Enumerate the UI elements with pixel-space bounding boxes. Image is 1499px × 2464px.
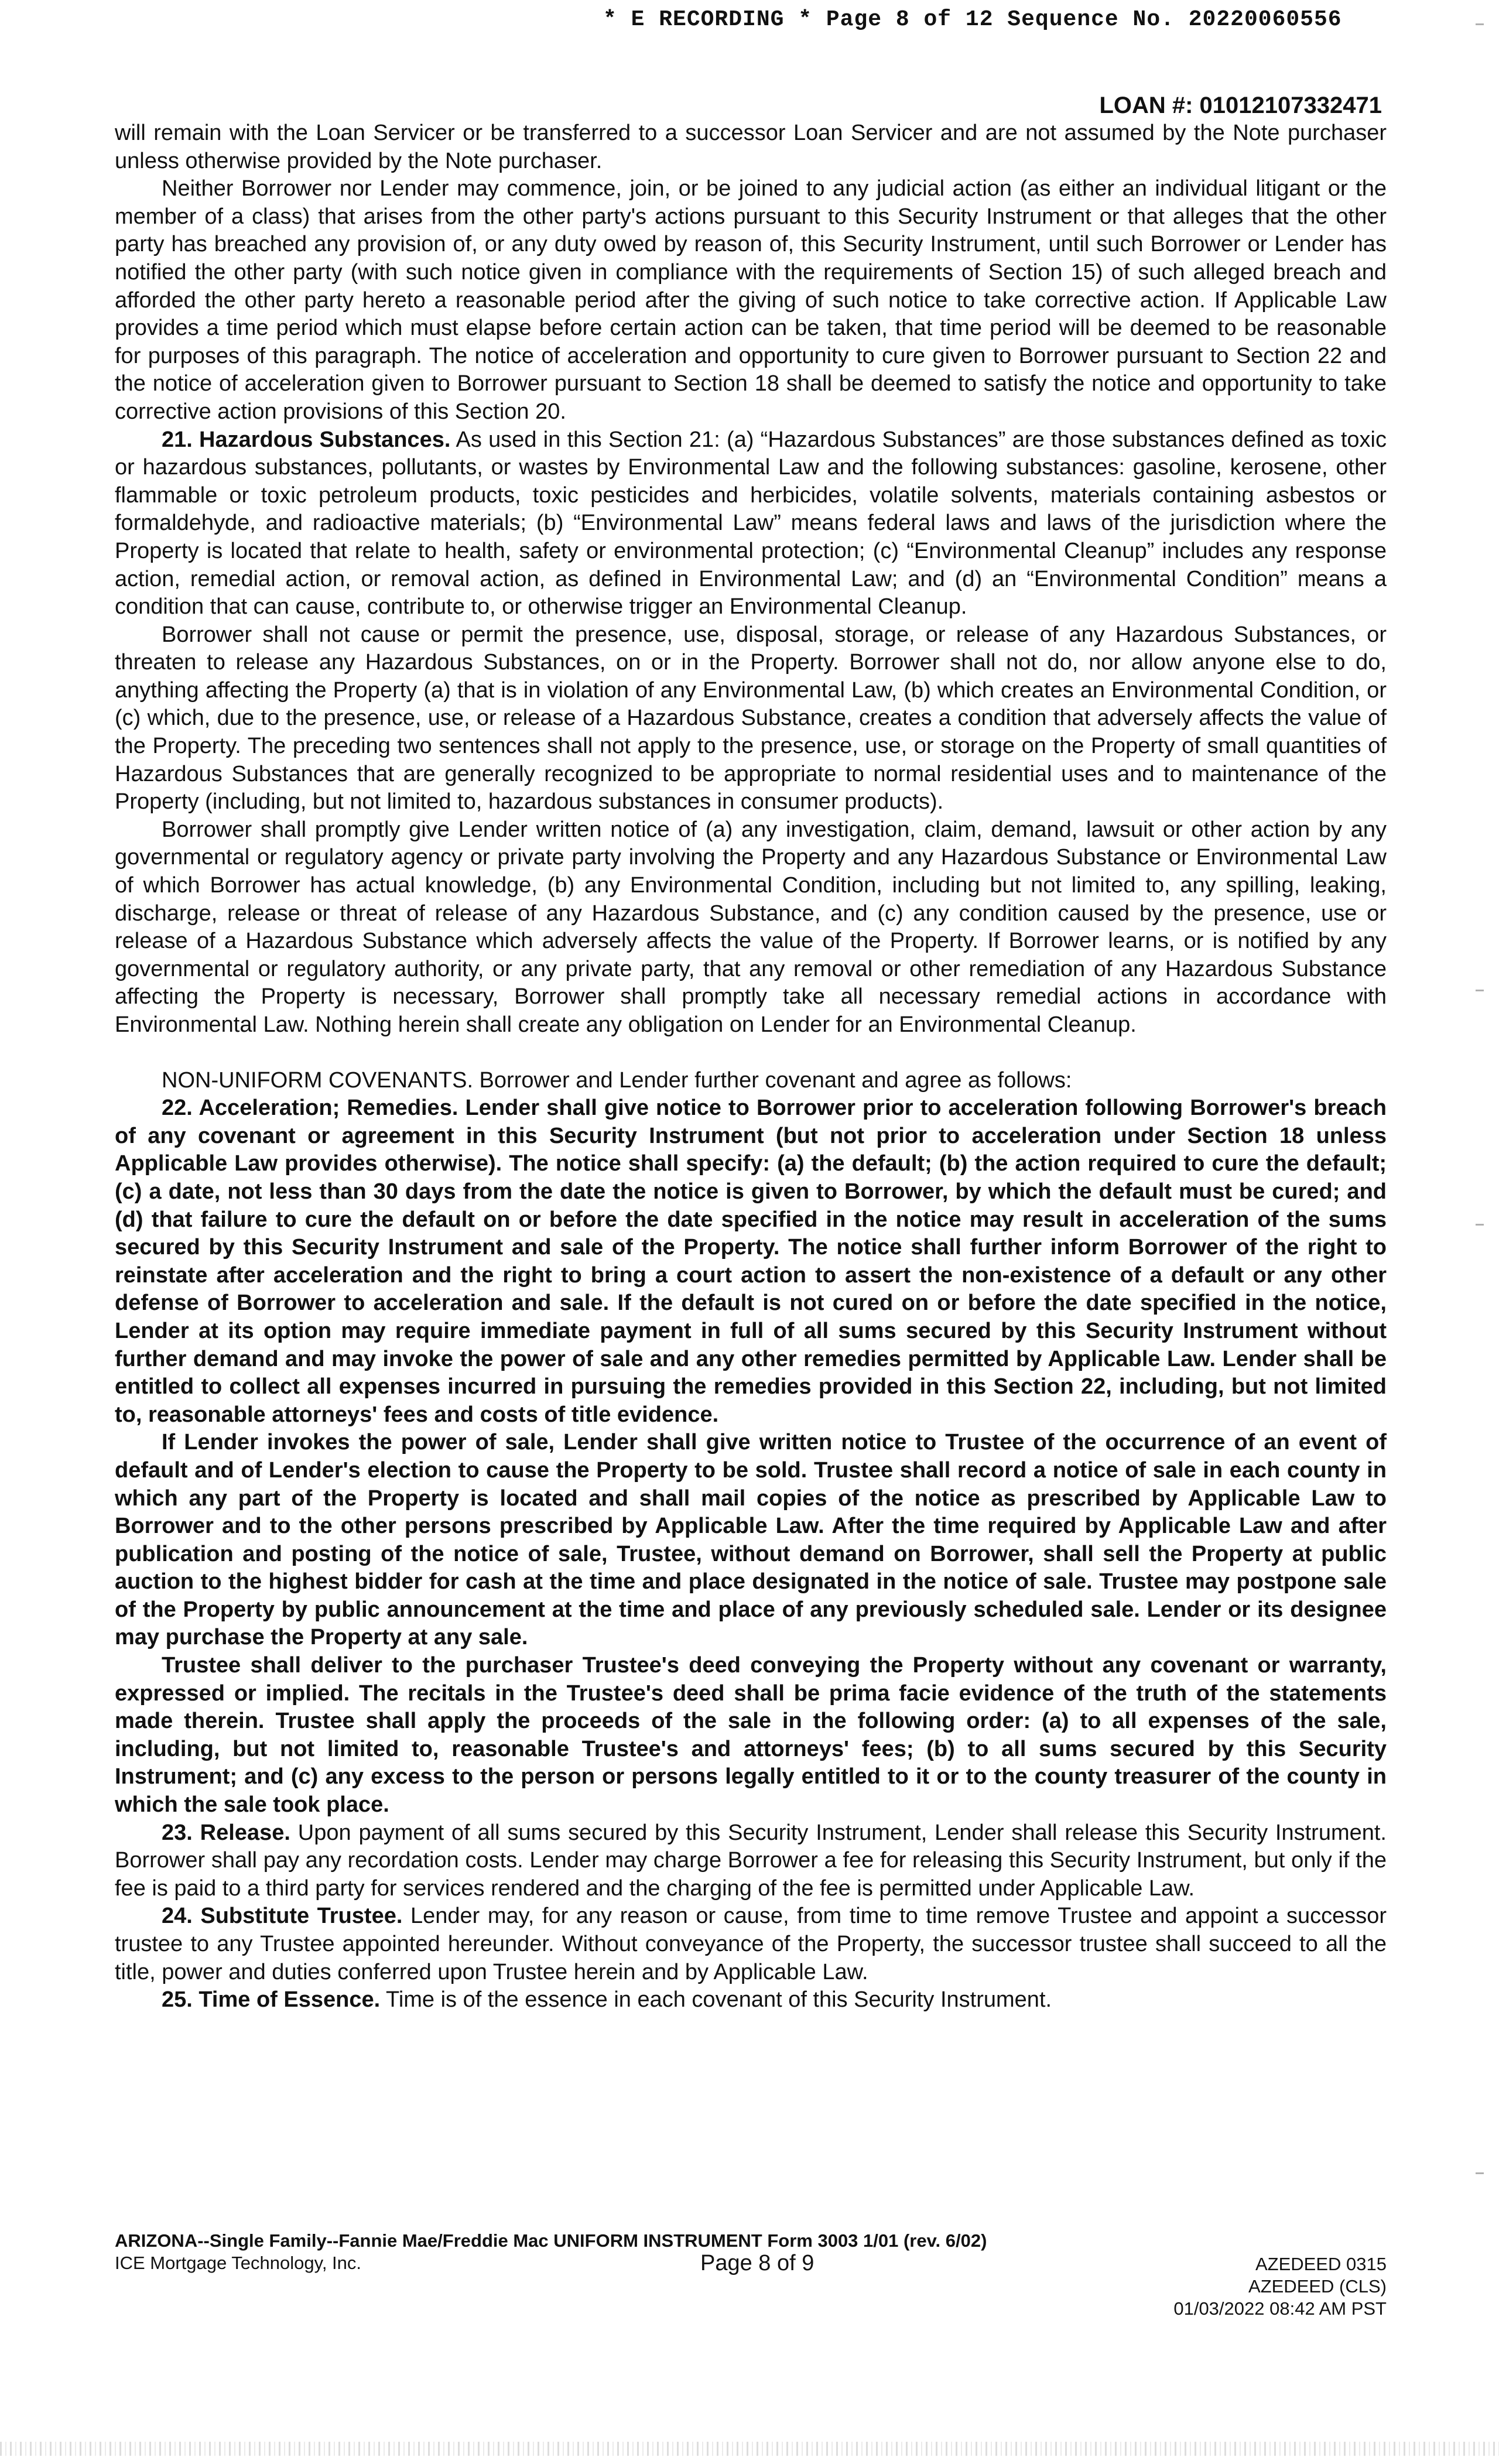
- section-25-time-of-essence: [115, 1986, 1387, 2014]
- scan-margin-mark: [1476, 23, 1484, 25]
- non-uniform-covenants: NON-UNIFORM COVENANTS. Borrower and Lender further covenant and agree as follows:: [162, 1067, 1072, 1093]
- recording-header: * E RECORDING * Page 8 of 12 Sequence No. 20220060556: [603, 7, 1342, 32]
- document-code: AZEDEED 0315: [1255, 2254, 1387, 2274]
- section-23-release: [115, 1819, 1387, 1903]
- page-footer: [115, 2230, 1387, 2323]
- scan-edge-noise: [0, 2442, 1499, 2456]
- section-23-text: Upon payment of all sums secured by this Security Instrument, Lender shall release this Security Instrument. Borrower shall pay any recordation costs. Lender may charge Borrower a fee for releasing this Security Instrument, but only if the fee is paid to a third party for services rendered and the charging of the fee is permitted under Applicable Law.: [115, 1820, 1387, 1901]
- loan-number: LOAN #: 01012107332471: [1099, 93, 1382, 118]
- print-timestamp: 01/03/2022 08:42 AM PST: [1173, 2298, 1387, 2319]
- document-body: [115, 119, 1387, 2014]
- page-number: Page 8 of 9: [700, 2251, 814, 2275]
- form-title: ARIZONA--Single Family--Fannie Mae/Freddie Mac UNIFORM INSTRUMENT Form 3003 1/01 (rev. 6/02): [115, 2230, 987, 2251]
- paragraph-trustee-deed: Trustee shall deliver to the purchaser Trustee's deed conveying the Property without any covenant or warranty, expressed or implied. The recitals in the Trustee's deed shall be prima facie evidence of the truth of the statements made therein. Trustee shall apply the proceeds of the sale in the following order: (a) to all expenses of the sale, including, but not limited to, reasonable Trustee's and attorneys' fees; (b) to all sums secured by this Security Instrument; and (c) any excess to the person or persons legally entitled to it or to the county treasurer of the county in which the sale took place.: [115, 1653, 1387, 1818]
- paragraph-loan-servicer: will remain with the Loan Servicer or be transferred to a successor Loan Servicer and are not assumed by the Note purchaser unless otherwise provided by the Note purchaser.: [115, 121, 1387, 173]
- document-codes: [1173, 2253, 1387, 2320]
- paragraph-hazardous-notice: Borrower shall promptly give Lender written notice of (a) any investigation, claim, demand, lawsuit or other action by any governmental or regulatory agency or private party involving the Property and any Hazardous Substance or Environmental Law of which Borrower has actual knowledge, (b) any Environmental Condition, including but not limited to, any spilling, leaking, discharge, release or threat of release of any Hazardous Substance, and (c) any condition caused by the presence, use or release of a Hazardous Substance which adversely affects the value of the Property. If Borrower learns, or is notified by any governmental or regulatory authority, or any private party, that any removal or other remediation of any Hazardous Substance affecting the Property is necessary, Borrower shall promptly take all necessary remedial actions in accordance with Environmental Law. Nothing herein shall create any obligation on Lender for an Environmental Cleanup.: [115, 817, 1387, 1037]
- paragraph-power-of-sale: If Lender invokes the power of sale, Lender shall give written notice to Trustee of the occurrence of an event of default and of Lender's election to cause the Property to be sold. Trustee shall record a notice of sale in each county in which any part of the Property is located and shall mail copies of the notice as prescribed by Applicable Law to Borrower and to the other persons prescribed by Applicable Law. After the time required by Applicable Law and after publication and posting of the notice of sale, Trustee, without demand on Borrower, shall sell the Property at public auction to the highest bidder for cash at the time and place designated in the notice of sale. Trustee may postpone sale of the Property by public announcement at the time and place of any previously scheduled sale. Lender or its designee may purchase the Property at any sale.: [115, 1430, 1387, 1650]
- section-22-acceleration-remedies: 22. Acceleration; Remedies. Lender shall give notice to Borrower prior to acceleration following Borrower's breach of any covenant or agreement in this Security Instrument (but not prior to acceleration under Section 18 unless Applicable Law provides otherwise). The notice shall specify: (a) the default; (b) the action required to cure the default; (c) a date, not less than 30 days from the date the notice is given to Borrower, by which the default must be cured; and (d) that failure to cure the default on or before the date specified in the notice may result in acceleration of the sums secured by this Security Instrument and sale of the Property. The notice shall further inform Borrower of the right to reinstate after acceleration and the right to bring a court action to assert the non-existence of a default or any other defense of Borrower to acceleration and sale. If the default is not cured on or before the date specified in the notice, Lender at its option may require immediate payment in full of all sums secured by this Security Instrument without further demand and may invoke the power of sale and any other remedies permitted by Applicable Law. Lender shall be entitled to collect all expenses incurred in pursuing the remedies provided in this Section 22, including, but not limited to, reasonable attorneys' fees and costs of title evidence.: [115, 1096, 1387, 1427]
- section-21-heading: 21. Hazardous Substances.: [162, 427, 451, 452]
- section-24-heading: 24. Substitute Trustee.: [162, 1904, 403, 1929]
- paragraph-hazardous-presence: Borrower shall not cause or permit the presence, use, disposal, storage, or release of any Hazardous Substances, or threaten to release any Hazardous Substances, on or in the Property. Borrower shall not do, nor allow anyone else to do, anything affecting the Property (a) that is in violation of any Environmental Law, (b) which creates an Environmental Condition, or (c) which, due to the presence, use, or release of a Hazardous Substance, creates a condition that adversely affects the value of the Property. The preceding two sentences shall not apply to the presence, use, or storage on the Property of small quantities of Hazardous Substances that are generally recognized to be appropriate to normal residential uses and to maintenance of the Property (including, but not limited to, hazardous substances in consumer products).: [115, 622, 1387, 815]
- section-21-hazardous-substances: [115, 426, 1387, 621]
- vendor-name: ICE Mortgage Technology, Inc.: [115, 2253, 362, 2273]
- scan-margin-mark: [1476, 1224, 1484, 1226]
- document-code-cls: AZEDEED (CLS): [1248, 2276, 1387, 2297]
- scan-margin-mark: [1476, 990, 1484, 991]
- paragraph-notice-of-grievance: Neither Borrower nor Lender may commence, join, or be joined to any judicial action (as either an individual litigant or the member of a class) that arises from the other party's actions pursuant to this Security Instrument or that alleges that the other party has breached any provision of, or any duty owed by reason of, this Security Instrument, until such Borrower or Lender has notified the other party (with such notice given in compliance with the requirements of Section 15) of such alleged breach and afforded the other party hereto a reasonable period after the giving of such notice to take corrective action. If Applicable Law provides a time period which must elapse before certain action can be taken, that time period will be deemed to be reasonable for purposes of this paragraph. The notice of acceleration and opportunity to cure given to Borrower pursuant to Section 22 and the notice of acceleration given to Borrower pursuant to Section 18 shall be deemed to satisfy the notice and opportunity to take corrective action provisions of this Section 20.: [115, 176, 1387, 424]
- section-25-text: Time is of the essence in each covenant of this Security Instrument.: [380, 1987, 1052, 2013]
- section-25-heading: 25. Time of Essence.: [162, 1987, 381, 2013]
- section-21-text: As used in this Section 21: (a) “Hazardous Substances” are those substances defined as toxic or hazardous substances, pollutants, or wastes by Environmental Law and the following substances: gasoline, kerosene, other flammable or toxic petroleum products, toxic pesticides and herbicides, volatile solvents, materials containing asbestos or formaldehyde, and radioactive materials; (b) “Environmental Law” means federal laws and laws of the jurisdiction where the Property is located that relate to health, safety or environmental protection; (c) “Environmental Cleanup” includes any response action, remedial action, or removal action, as defined in Environmental Law; and (d) an “Environmental Condition” means a condition that can cause, contribute to, or otherwise trigger an Environmental Cleanup.: [115, 427, 1387, 620]
- scan-margin-mark: [1476, 2172, 1484, 2174]
- section-24-text: Lender may, for any reason or cause, from time to time remove Trustee and appoint a successor trustee to any Trustee appointed hereunder. Without conveyance of the Property, the successor trustee shall succeed to all the title, power and duties conferred upon Trustee herein and by Applicable Law.: [115, 1904, 1387, 1984]
- section-23-heading: 23. Release.: [162, 1820, 290, 1845]
- section-24-substitute-trustee: [115, 1902, 1387, 1986]
